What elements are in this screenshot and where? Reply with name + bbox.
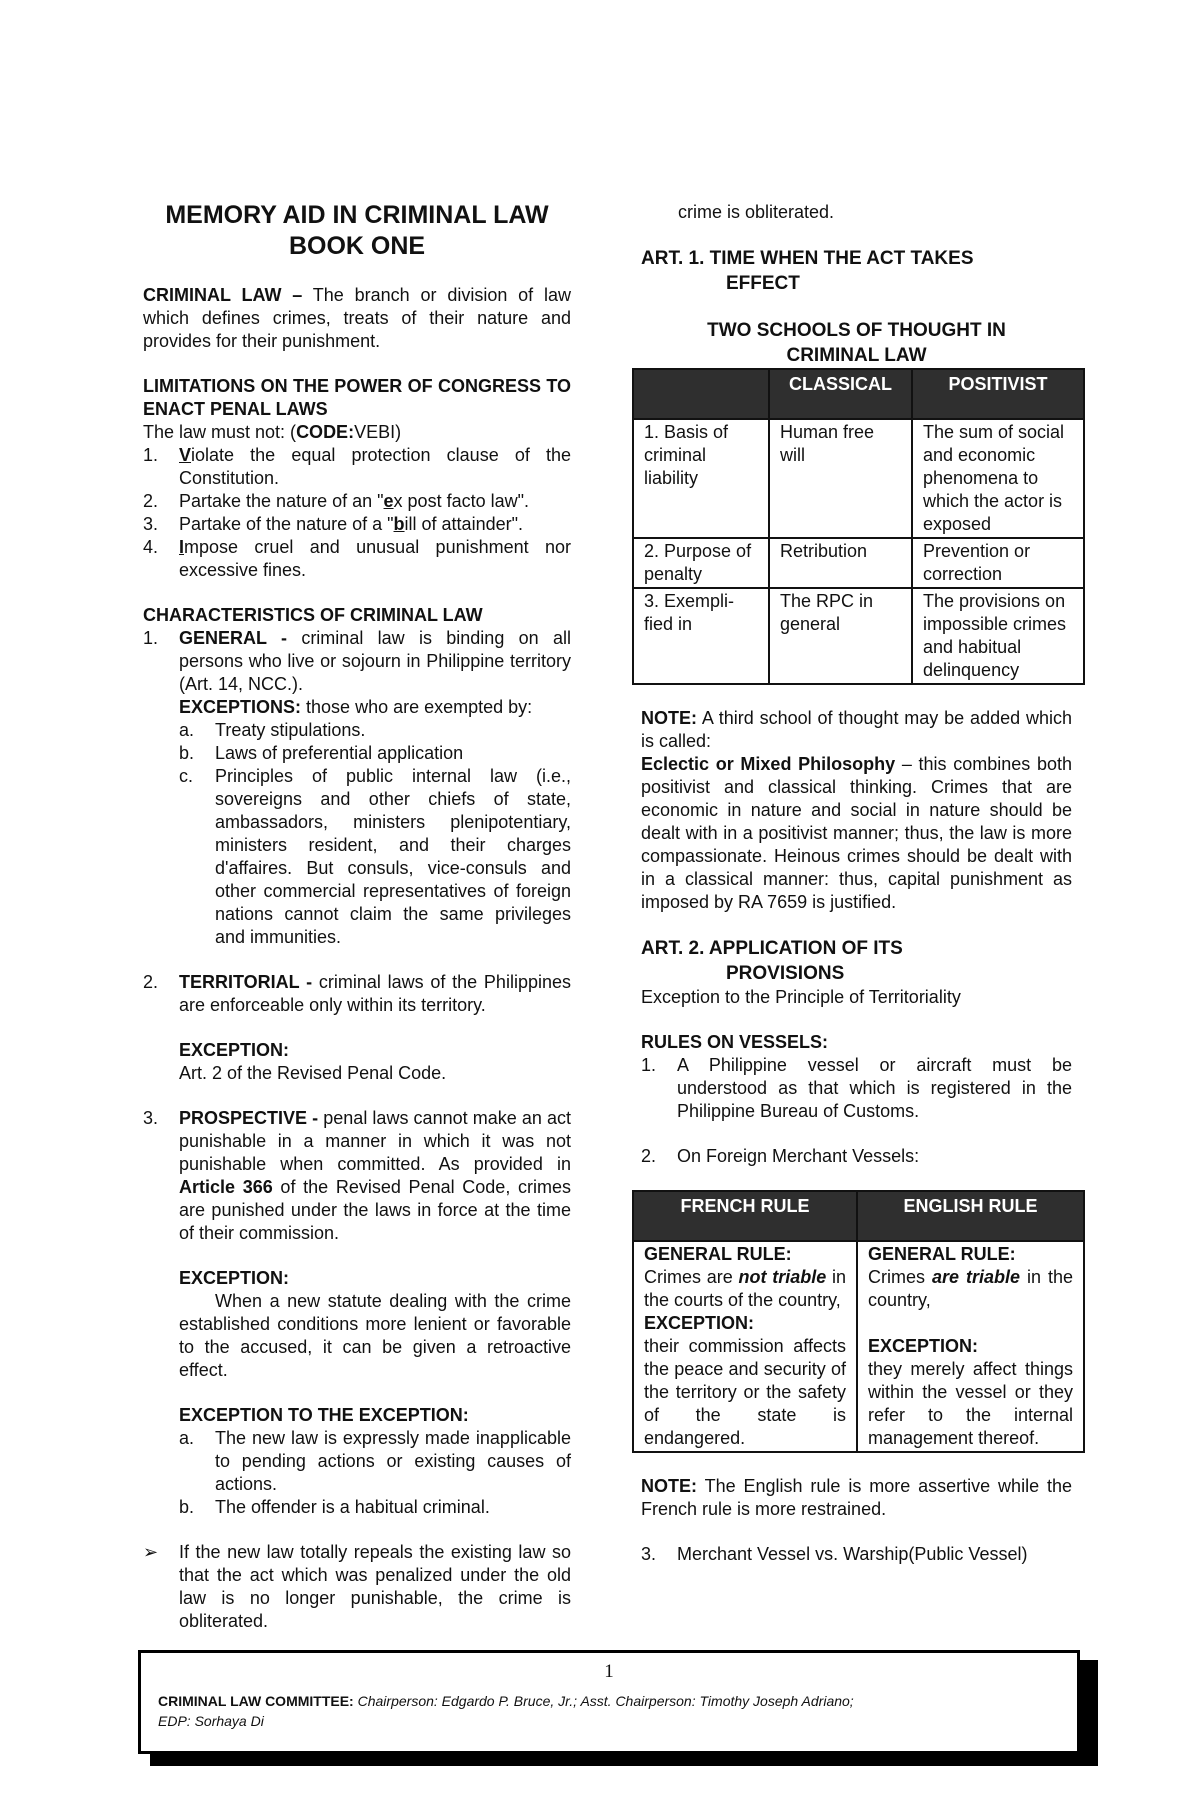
document-title: MEMORY AID IN CRIMINAL LAW BOOK ONE [165, 201, 549, 260]
list-item: a. Treaty stipulations. [179, 720, 366, 740]
art2-subtitle: Exception to the Principle of Territoriality [641, 987, 961, 1007]
page-number: 1 [604, 1661, 614, 1682]
vessels-heading: RULES ON VESSELS: [641, 1032, 829, 1052]
table-row: 2. Purpose of penalty Retribution Prevention or correction [633, 538, 1084, 588]
continued-text: crime is obliterated. [678, 202, 835, 222]
list-item: a. The new law is expressly made inapplicable to pending actions or existing causes of actions. [179, 1428, 571, 1494]
table-row: 1. Basis of criminal liability Human free will The sum of social and economic phenomena to which the actor is exposed [633, 419, 1084, 538]
table-header-row: FRENCH RULE ENGLISH RULE [633, 1191, 1084, 1241]
characteristic-prospective: 3. PROSPECTIVE - penal laws cannot make an act punishable in a manner in which it was not punishable when committed. As provided in Article 366 of the Revised Penal Code, crimes are punished under the laws in force at the time of their commission. EXCEPTION: When a new statute dealing with the crime established conditions more lenient or favorable to the accused, it can be given a retroactive effect. EXCEPTION TO THE EXCEPTION: a. The new law is expressly made inapplicable to pending actions or existing causes of actions. b. The offender is a habitual criminal. [143, 1108, 572, 1517]
footer [138, 1650, 1080, 1754]
list-item: 4. Impose cruel and unusual punishment nor excessive fines. [143, 537, 571, 580]
characteristic-general: 1. GENERAL - criminal law is binding on all persons who live or sojourn in Philippine territory (Art. 14, NCC.). EXCEPTIONS: those who are exempted by: a. Treaty stipulations. b. Laws of preferential application c. Principles of public internal law (i.e., sovereigns and other chiefs of state, ambassadors, ministers plenipotentiary, ministers resident, and their charges d'affaires. But consuls, vice-consuls and other commercial representatives of foreign nations cannot claim the same privileges and immunities. [143, 628, 571, 947]
french-rule-cell: GENERAL RULE: Crimes are not triable in the courts of the country, EXCEPTION: their commission affects the peace and security of the territory or the safety of the state is endangered. [633, 1241, 857, 1452]
list-item: 1. Violate the equal protection clause of the Constitution. [143, 445, 571, 488]
art1-heading: ART. 1. TIME WHEN THE ACT TAKES EFFECT [641, 248, 974, 294]
characteristic-territorial: 2. TERRITORIAL - criminal laws of the Philippines are enforceable only within its territory. EXCEPTION: Art. 2 of the Revised Penal Code. [143, 972, 571, 1083]
schools-table [632, 368, 1085, 685]
schools-note: NOTE: A third school of thought may be added which is called: [641, 708, 1072, 751]
arrow-bullet-icon: ➢ [143, 1542, 159, 1562]
list-item: b. Laws of preferential application [179, 743, 464, 763]
list-item: 3. Partake of the nature of a "bill of attainder". [143, 514, 523, 534]
vessel-rules-table [632, 1190, 1085, 1453]
table-row: 3. Exempli-fied in The RPC in general The provisions on impossible crimes and habitual delinquency [633, 588, 1084, 684]
list-item: 1. A Philippine vessel or aircraft must be understood as that which is registered in the Philippine Bureau of Customs. [641, 1055, 1072, 1121]
list-item: 3. Merchant Vessel vs. Warship(Public Vessel) [641, 1544, 1028, 1564]
english-rule-cell: GENERAL RULE: Crimes are triable in the country, EXCEPTION: they merely affect things within the vessel or they refer to the internal management thereof. [857, 1241, 1084, 1452]
schools-title: TWO SCHOOLS OF THOUGHT IN CRIMINAL LAW [707, 320, 1006, 366]
limitations-intro: The law must not: (CODE:VEBI) [143, 422, 402, 442]
list-item: 2. On Foreign Merchant Vessels: [641, 1146, 920, 1166]
bullet-repeal-note: ➢ If the new law totally repeals the existing law so that the act which was penalized under the old law is no longer punishable, the crime is obliterated. [143, 1542, 571, 1631]
art2-heading: ART. 2. APPLICATION OF ITS PROVISIONS [641, 938, 903, 984]
list-item: c. Principles of public internal law (i.e., sovereigns and other chiefs of state, ambassadors, ministers plenipotentiary, ministers resident, and their charges d'affaires. But consuls, vice-consuls and other commercial representatives of foreign nations cannot claim the same privileges and immunities. [179, 766, 571, 947]
footer-credits: CRIMINAL LAW COMMITTEE: Chairperson: Edgardo P. Bruce, Jr.; Asst. Chairperson: Timothy Joseph Adriano; EDP: Sorhaya Di [158, 1693, 854, 1729]
table-header-row: CLASSICAL POSITIVIST [633, 369, 1084, 419]
characteristics-heading: CHARACTERISTICS OF CRIMINAL LAW [143, 605, 483, 625]
table-row [633, 1241, 1084, 1452]
criminal-law-definition: CRIMINAL LAW – The branch or division of law which defines crimes, treats of their nature and provides for their punishment. [143, 285, 571, 351]
limitations-heading: LIMITATIONS ON THE POWER OF CONGRESS TO ENACT PENAL LAWS [143, 376, 571, 419]
list-item: b. The offender is a habitual criminal. [179, 1497, 490, 1517]
left-column [143, 200, 572, 1631]
list-item: 2. Partake the nature of an "ex post facto law". [143, 491, 529, 511]
eclectic-paragraph: Eclectic or Mixed Philosophy – this combines both positivist and classical thinking. Crimes that are economic in nature and social in nature should be dealt with in a positivist manner; thus, the law is more compassionate. Heinous crimes should be dealt with in a classical manner: thus, capital punishment as imposed by RA 7659 is justified. [641, 754, 1072, 912]
right-column [641, 201, 1072, 1566]
rules-note: NOTE: The English rule is more assertive while the French rule is more restrained. [641, 1476, 1072, 1519]
